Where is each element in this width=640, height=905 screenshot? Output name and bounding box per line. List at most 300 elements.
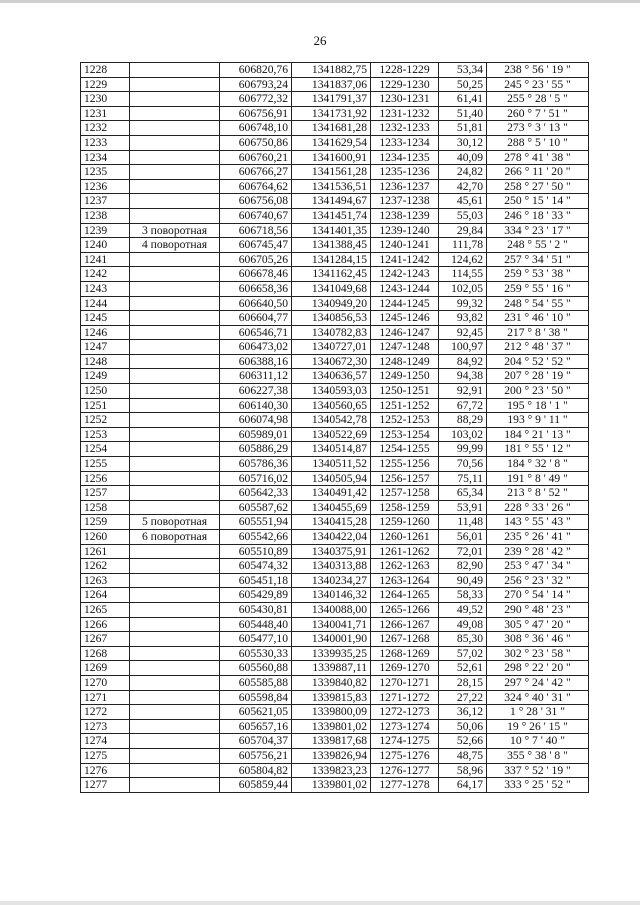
y-coordinate-cell: 1340511,52 [292, 457, 371, 472]
bearing-cell: 258 ° 27 ' 50 " [487, 179, 589, 194]
segment-cell: 1255-1256 [371, 457, 439, 472]
segment-cell: 1236-1237 [371, 179, 439, 194]
x-coordinate-cell: 605756,21 [220, 748, 292, 763]
x-coordinate-cell: 606750,86 [220, 135, 292, 150]
point-type-cell [130, 325, 220, 340]
point-type-cell [130, 778, 220, 793]
length-cell: 49,08 [439, 617, 487, 632]
point-number-cell: 1232 [81, 121, 130, 136]
x-coordinate-cell: 606772,32 [220, 92, 292, 107]
x-coordinate-cell: 606764,62 [220, 179, 292, 194]
table-row [81, 442, 589, 457]
point-type-cell [130, 208, 220, 223]
point-type-cell [130, 632, 220, 647]
length-cell: 53,34 [439, 63, 487, 78]
length-cell: 92,45 [439, 325, 487, 340]
bearing-cell: 288 ° 5 ' 10 " [487, 135, 589, 150]
y-coordinate-cell: 1341451,74 [292, 208, 371, 223]
point-type-cell [130, 194, 220, 209]
point-number-cell: 1237 [81, 194, 130, 209]
table-row [81, 121, 589, 136]
point-type-cell [130, 559, 220, 574]
coordinates-table [80, 62, 589, 793]
point-type-cell [130, 602, 220, 617]
table-row [81, 354, 589, 369]
length-cell: 90,49 [439, 573, 487, 588]
length-cell: 124,62 [439, 252, 487, 267]
bearing-cell: 250 ° 15 ' 14 " [487, 194, 589, 209]
point-type-cell [130, 719, 220, 734]
point-number-cell: 1240 [81, 238, 130, 253]
table-row [81, 705, 589, 720]
table-row [81, 194, 589, 209]
bearing-cell: 213 ° 8 ' 52 " [487, 486, 589, 501]
segment-cell: 1243-1244 [371, 281, 439, 296]
point-type-cell [130, 661, 220, 676]
table-row [81, 252, 589, 267]
x-coordinate-cell: 606820,76 [220, 63, 292, 78]
y-coordinate-cell: 1340727,01 [292, 340, 371, 355]
y-coordinate-cell: 1340491,42 [292, 486, 371, 501]
point-number-cell: 1229 [81, 77, 130, 92]
point-number-cell: 1230 [81, 92, 130, 107]
segment-cell: 1265-1266 [371, 602, 439, 617]
point-number-cell: 1267 [81, 632, 130, 647]
segment-cell: 1249-1250 [371, 369, 439, 384]
table-row [81, 486, 589, 501]
segment-cell: 1267-1268 [371, 632, 439, 647]
y-coordinate-cell: 1340514,87 [292, 442, 371, 457]
table-row [81, 500, 589, 515]
y-coordinate-cell: 1339800,09 [292, 705, 371, 720]
point-type-cell [130, 311, 220, 326]
x-coordinate-cell: 606140,30 [220, 398, 292, 413]
segment-cell: 1247-1248 [371, 340, 439, 355]
segment-cell: 1250-1251 [371, 384, 439, 399]
x-coordinate-cell: 606766,27 [220, 165, 292, 180]
length-cell: 85,30 [439, 632, 487, 647]
point-number-cell: 1262 [81, 559, 130, 574]
point-type-cell [130, 617, 220, 632]
table-row [81, 238, 589, 253]
y-coordinate-cell: 1341401,35 [292, 223, 371, 238]
bearing-cell: 278 ° 41 ' 38 " [487, 150, 589, 165]
table-row [81, 602, 589, 617]
x-coordinate-cell: 605530,33 [220, 646, 292, 661]
point-type-cell [130, 77, 220, 92]
bearing-cell: 212 ° 48 ' 37 " [487, 340, 589, 355]
point-number-cell: 1239 [81, 223, 130, 238]
bearing-cell: 355 ° 38 ' 8 " [487, 748, 589, 763]
scan-top-edge [0, 0, 640, 3]
segment-cell: 1242-1243 [371, 267, 439, 282]
segment-cell: 1262-1263 [371, 559, 439, 574]
bearing-cell: 207 ° 28 ' 19 " [487, 369, 589, 384]
table-row [81, 719, 589, 734]
length-cell: 52,66 [439, 734, 487, 749]
segment-cell: 1233-1234 [371, 135, 439, 150]
length-cell: 64,17 [439, 778, 487, 793]
point-type-cell [130, 165, 220, 180]
x-coordinate-cell: 605989,01 [220, 427, 292, 442]
length-cell: 111,78 [439, 238, 487, 253]
segment-cell: 1246-1247 [371, 325, 439, 340]
point-type-cell [130, 106, 220, 121]
length-cell: 114,55 [439, 267, 487, 282]
length-cell: 92,91 [439, 384, 487, 399]
point-number-cell: 1271 [81, 690, 130, 705]
length-cell: 75,11 [439, 471, 487, 486]
point-type-cell: 4 поворотная [130, 238, 220, 253]
point-type-cell [130, 544, 220, 559]
table-row [81, 179, 589, 194]
x-coordinate-cell: 605642,33 [220, 486, 292, 501]
x-coordinate-cell: 606640,50 [220, 296, 292, 311]
segment-cell: 1256-1257 [371, 471, 439, 486]
length-cell: 29,84 [439, 223, 487, 238]
y-coordinate-cell: 1341536,51 [292, 179, 371, 194]
segment-cell: 1263-1264 [371, 573, 439, 588]
y-coordinate-cell: 1339935,25 [292, 646, 371, 661]
table-row [81, 675, 589, 690]
y-coordinate-cell: 1340422,04 [292, 530, 371, 545]
point-number-cell: 1261 [81, 544, 130, 559]
point-number-cell: 1245 [81, 311, 130, 326]
point-number-cell: 1252 [81, 413, 130, 428]
x-coordinate-cell: 606678,46 [220, 267, 292, 282]
bearing-cell: 273 ° 3 ' 13 " [487, 121, 589, 136]
segment-cell: 1266-1267 [371, 617, 439, 632]
length-cell: 27,22 [439, 690, 487, 705]
length-cell: 55,03 [439, 208, 487, 223]
table-row [81, 92, 589, 107]
bearing-cell: 228 ° 33 ' 26 " [487, 500, 589, 515]
y-coordinate-cell: 1339887,11 [292, 661, 371, 676]
table-row [81, 281, 589, 296]
x-coordinate-cell: 605804,82 [220, 763, 292, 778]
point-number-cell: 1264 [81, 588, 130, 603]
y-coordinate-cell: 1340593,03 [292, 384, 371, 399]
y-coordinate-cell: 1340313,88 [292, 559, 371, 574]
bearing-cell: 257 ° 34 ' 51 " [487, 252, 589, 267]
length-cell: 102,05 [439, 281, 487, 296]
table-row [81, 165, 589, 180]
table-row [81, 471, 589, 486]
bearing-cell: 305 ° 47 ' 20 " [487, 617, 589, 632]
point-number-cell: 1231 [81, 106, 130, 121]
x-coordinate-cell: 606604,77 [220, 311, 292, 326]
point-type-cell [130, 763, 220, 778]
bearing-cell: 260 ° 7 ' 51 " [487, 106, 589, 121]
segment-cell: 1272-1273 [371, 705, 439, 720]
segment-cell: 1274-1275 [371, 734, 439, 749]
y-coordinate-cell: 1340505,94 [292, 471, 371, 486]
point-type-cell [130, 150, 220, 165]
y-coordinate-cell: 1341681,28 [292, 121, 371, 136]
table-row [81, 457, 589, 472]
y-coordinate-cell: 1339840,82 [292, 675, 371, 690]
segment-cell: 1248-1249 [371, 354, 439, 369]
point-type-cell [130, 296, 220, 311]
table-row [81, 106, 589, 121]
point-type-cell [130, 705, 220, 720]
x-coordinate-cell: 605430,81 [220, 602, 292, 617]
x-coordinate-cell: 606546,71 [220, 325, 292, 340]
segment-cell: 1254-1255 [371, 442, 439, 457]
point-type-cell: 3 поворотная [130, 223, 220, 238]
y-coordinate-cell: 1340522,69 [292, 427, 371, 442]
y-coordinate-cell: 1339823,23 [292, 763, 371, 778]
y-coordinate-cell: 1341882,75 [292, 63, 371, 78]
x-coordinate-cell: 605786,36 [220, 457, 292, 472]
point-type-cell [130, 281, 220, 296]
x-coordinate-cell: 606718,56 [220, 223, 292, 238]
y-coordinate-cell: 1341629,54 [292, 135, 371, 150]
bearing-cell: 193 ° 9 ' 11 " [487, 413, 589, 428]
segment-cell: 1228-1229 [371, 63, 439, 78]
segment-cell: 1277-1278 [371, 778, 439, 793]
bearing-cell: 143 ° 55 ' 43 " [487, 515, 589, 530]
table-row [81, 77, 589, 92]
point-type-cell [130, 427, 220, 442]
bearing-cell: 298 ° 22 ' 20 " [487, 661, 589, 676]
length-cell: 42,70 [439, 179, 487, 194]
x-coordinate-cell: 606311,12 [220, 369, 292, 384]
bearing-cell: 246 ° 18 ' 33 " [487, 208, 589, 223]
x-coordinate-cell: 605598,84 [220, 690, 292, 705]
point-type-cell [130, 252, 220, 267]
bearing-cell: 181 ° 55 ' 12 " [487, 442, 589, 457]
length-cell: 93,82 [439, 311, 487, 326]
y-coordinate-cell: 1340560,65 [292, 398, 371, 413]
point-type-cell [130, 457, 220, 472]
point-type-cell: 5 поворотная [130, 515, 220, 530]
point-number-cell: 1277 [81, 778, 130, 793]
point-number-cell: 1259 [81, 515, 130, 530]
point-number-cell: 1243 [81, 281, 130, 296]
point-number-cell: 1238 [81, 208, 130, 223]
y-coordinate-cell: 1340542,78 [292, 413, 371, 428]
point-type-cell [130, 384, 220, 399]
segment-cell: 1259-1260 [371, 515, 439, 530]
x-coordinate-cell: 605716,02 [220, 471, 292, 486]
bearing-cell: 256 ° 23 ' 32 " [487, 573, 589, 588]
x-coordinate-cell: 606760,21 [220, 150, 292, 165]
point-number-cell: 1272 [81, 705, 130, 720]
bearing-cell: 204 ° 52 ' 52 " [487, 354, 589, 369]
y-coordinate-cell: 1339815,83 [292, 690, 371, 705]
length-cell: 57,02 [439, 646, 487, 661]
segment-cell: 1235-1236 [371, 165, 439, 180]
bearing-cell: 297 ° 24 ' 42 " [487, 675, 589, 690]
table-row [81, 223, 589, 238]
length-cell: 24,82 [439, 165, 487, 180]
length-cell: 28,15 [439, 675, 487, 690]
x-coordinate-cell: 606756,08 [220, 194, 292, 209]
y-coordinate-cell: 1341837,06 [292, 77, 371, 92]
x-coordinate-cell: 606473,02 [220, 340, 292, 355]
bearing-cell: 334 ° 23 ' 17 " [487, 223, 589, 238]
bearing-cell: 337 ° 52 ' 19 " [487, 763, 589, 778]
table-row [81, 267, 589, 282]
table-row [81, 559, 589, 574]
x-coordinate-cell: 606388,16 [220, 354, 292, 369]
bearing-cell: 235 ° 26 ' 41 " [487, 530, 589, 545]
y-coordinate-cell: 1341731,92 [292, 106, 371, 121]
x-coordinate-cell: 605621,05 [220, 705, 292, 720]
segment-cell: 1257-1258 [371, 486, 439, 501]
segment-cell: 1260-1261 [371, 530, 439, 545]
segment-cell: 1245-1246 [371, 311, 439, 326]
y-coordinate-cell: 1340234,27 [292, 573, 371, 588]
length-cell: 82,90 [439, 559, 487, 574]
y-coordinate-cell: 1339801,02 [292, 719, 371, 734]
segment-cell: 1276-1277 [371, 763, 439, 778]
point-number-cell: 1258 [81, 500, 130, 515]
point-type-cell: 6 поворотная [130, 530, 220, 545]
length-cell: 48,75 [439, 748, 487, 763]
point-type-cell [130, 471, 220, 486]
length-cell: 72,01 [439, 544, 487, 559]
point-number-cell: 1265 [81, 602, 130, 617]
x-coordinate-cell: 605542,66 [220, 530, 292, 545]
segment-cell: 1231-1232 [371, 106, 439, 121]
point-type-cell [130, 646, 220, 661]
x-coordinate-cell: 605657,16 [220, 719, 292, 734]
x-coordinate-cell: 605886,29 [220, 442, 292, 457]
y-coordinate-cell: 1340375,91 [292, 544, 371, 559]
segment-cell: 1238-1239 [371, 208, 439, 223]
x-coordinate-cell: 606748,10 [220, 121, 292, 136]
table-row [81, 763, 589, 778]
segment-cell: 1275-1276 [371, 748, 439, 763]
table-row [81, 690, 589, 705]
table-row [81, 369, 589, 384]
length-cell: 84,92 [439, 354, 487, 369]
bearing-cell: 290 ° 48 ' 23 " [487, 602, 589, 617]
length-cell: 52,61 [439, 661, 487, 676]
point-type-cell [130, 588, 220, 603]
bearing-cell: 184 ° 21 ' 13 " [487, 427, 589, 442]
length-cell: 53,91 [439, 500, 487, 515]
point-number-cell: 1266 [81, 617, 130, 632]
table-row [81, 296, 589, 311]
segment-cell: 1232-1233 [371, 121, 439, 136]
x-coordinate-cell: 605587,62 [220, 500, 292, 515]
point-number-cell: 1242 [81, 267, 130, 282]
length-cell: 70,56 [439, 457, 487, 472]
x-coordinate-cell: 605448,40 [220, 617, 292, 632]
bearing-cell: 19 ° 26 ' 15 " [487, 719, 589, 734]
length-cell: 11,48 [439, 515, 487, 530]
point-number-cell: 1270 [81, 675, 130, 690]
point-number-cell: 1254 [81, 442, 130, 457]
y-coordinate-cell: 1340856,53 [292, 311, 371, 326]
segment-cell: 1237-1238 [371, 194, 439, 209]
table-row [81, 617, 589, 632]
segment-cell: 1229-1230 [371, 77, 439, 92]
bearing-cell: 231 ° 46 ' 10 " [487, 311, 589, 326]
x-coordinate-cell: 605585,88 [220, 675, 292, 690]
x-coordinate-cell: 606793,24 [220, 77, 292, 92]
table-row [81, 311, 589, 326]
segment-cell: 1269-1270 [371, 661, 439, 676]
x-coordinate-cell: 606705,26 [220, 252, 292, 267]
table-row [81, 748, 589, 763]
y-coordinate-cell: 1340672,30 [292, 354, 371, 369]
y-coordinate-cell: 1340041,71 [292, 617, 371, 632]
segment-cell: 1251-1252 [371, 398, 439, 413]
point-type-cell [130, 340, 220, 355]
point-number-cell: 1248 [81, 354, 130, 369]
length-cell: 50,25 [439, 77, 487, 92]
point-number-cell: 1249 [81, 369, 130, 384]
point-number-cell: 1246 [81, 325, 130, 340]
y-coordinate-cell: 1341791,37 [292, 92, 371, 107]
point-number-cell: 1233 [81, 135, 130, 150]
table-row [81, 661, 589, 676]
table-row [81, 208, 589, 223]
bearing-cell: 253 ° 47 ' 34 " [487, 559, 589, 574]
point-type-cell [130, 398, 220, 413]
segment-cell: 1230-1231 [371, 92, 439, 107]
y-coordinate-cell: 1340146,32 [292, 588, 371, 603]
x-coordinate-cell: 606227,38 [220, 384, 292, 399]
scan-bottom-edge [0, 901, 640, 905]
y-coordinate-cell: 1341049,68 [292, 281, 371, 296]
length-cell: 49,52 [439, 602, 487, 617]
bearing-cell: 302 ° 23 ' 58 " [487, 646, 589, 661]
x-coordinate-cell: 606074,98 [220, 413, 292, 428]
segment-cell: 1241-1242 [371, 252, 439, 267]
point-number-cell: 1253 [81, 427, 130, 442]
table-row [81, 646, 589, 661]
length-cell: 103,02 [439, 427, 487, 442]
table-row [81, 573, 589, 588]
table-row [81, 588, 589, 603]
segment-cell: 1239-1240 [371, 223, 439, 238]
length-cell: 45,61 [439, 194, 487, 209]
bearing-cell: 238 ° 56 ' 19 " [487, 63, 589, 78]
x-coordinate-cell: 605451,18 [220, 573, 292, 588]
bearing-cell: 248 ° 55 ' 2 " [487, 238, 589, 253]
point-number-cell: 1236 [81, 179, 130, 194]
y-coordinate-cell: 1340636,57 [292, 369, 371, 384]
x-coordinate-cell: 605859,44 [220, 778, 292, 793]
segment-cell: 1261-1262 [371, 544, 439, 559]
bearing-cell: 191 ° 8 ' 49 " [487, 471, 589, 486]
point-number-cell: 1273 [81, 719, 130, 734]
y-coordinate-cell: 1341162,45 [292, 267, 371, 282]
bearing-cell: 333 ° 25 ' 52 " [487, 778, 589, 793]
point-type-cell [130, 573, 220, 588]
x-coordinate-cell: 605510,89 [220, 544, 292, 559]
point-type-cell [130, 92, 220, 107]
length-cell: 61,41 [439, 92, 487, 107]
segment-cell: 1240-1241 [371, 238, 439, 253]
point-number-cell: 1250 [81, 384, 130, 399]
segment-cell: 1253-1254 [371, 427, 439, 442]
x-coordinate-cell: 605704,37 [220, 734, 292, 749]
point-number-cell: 1235 [81, 165, 130, 180]
point-type-cell [130, 267, 220, 282]
table-row [81, 413, 589, 428]
length-cell: 51,81 [439, 121, 487, 136]
y-coordinate-cell: 1340415,28 [292, 515, 371, 530]
point-number-cell: 1247 [81, 340, 130, 355]
table-row [81, 632, 589, 647]
y-coordinate-cell: 1341600,91 [292, 150, 371, 165]
